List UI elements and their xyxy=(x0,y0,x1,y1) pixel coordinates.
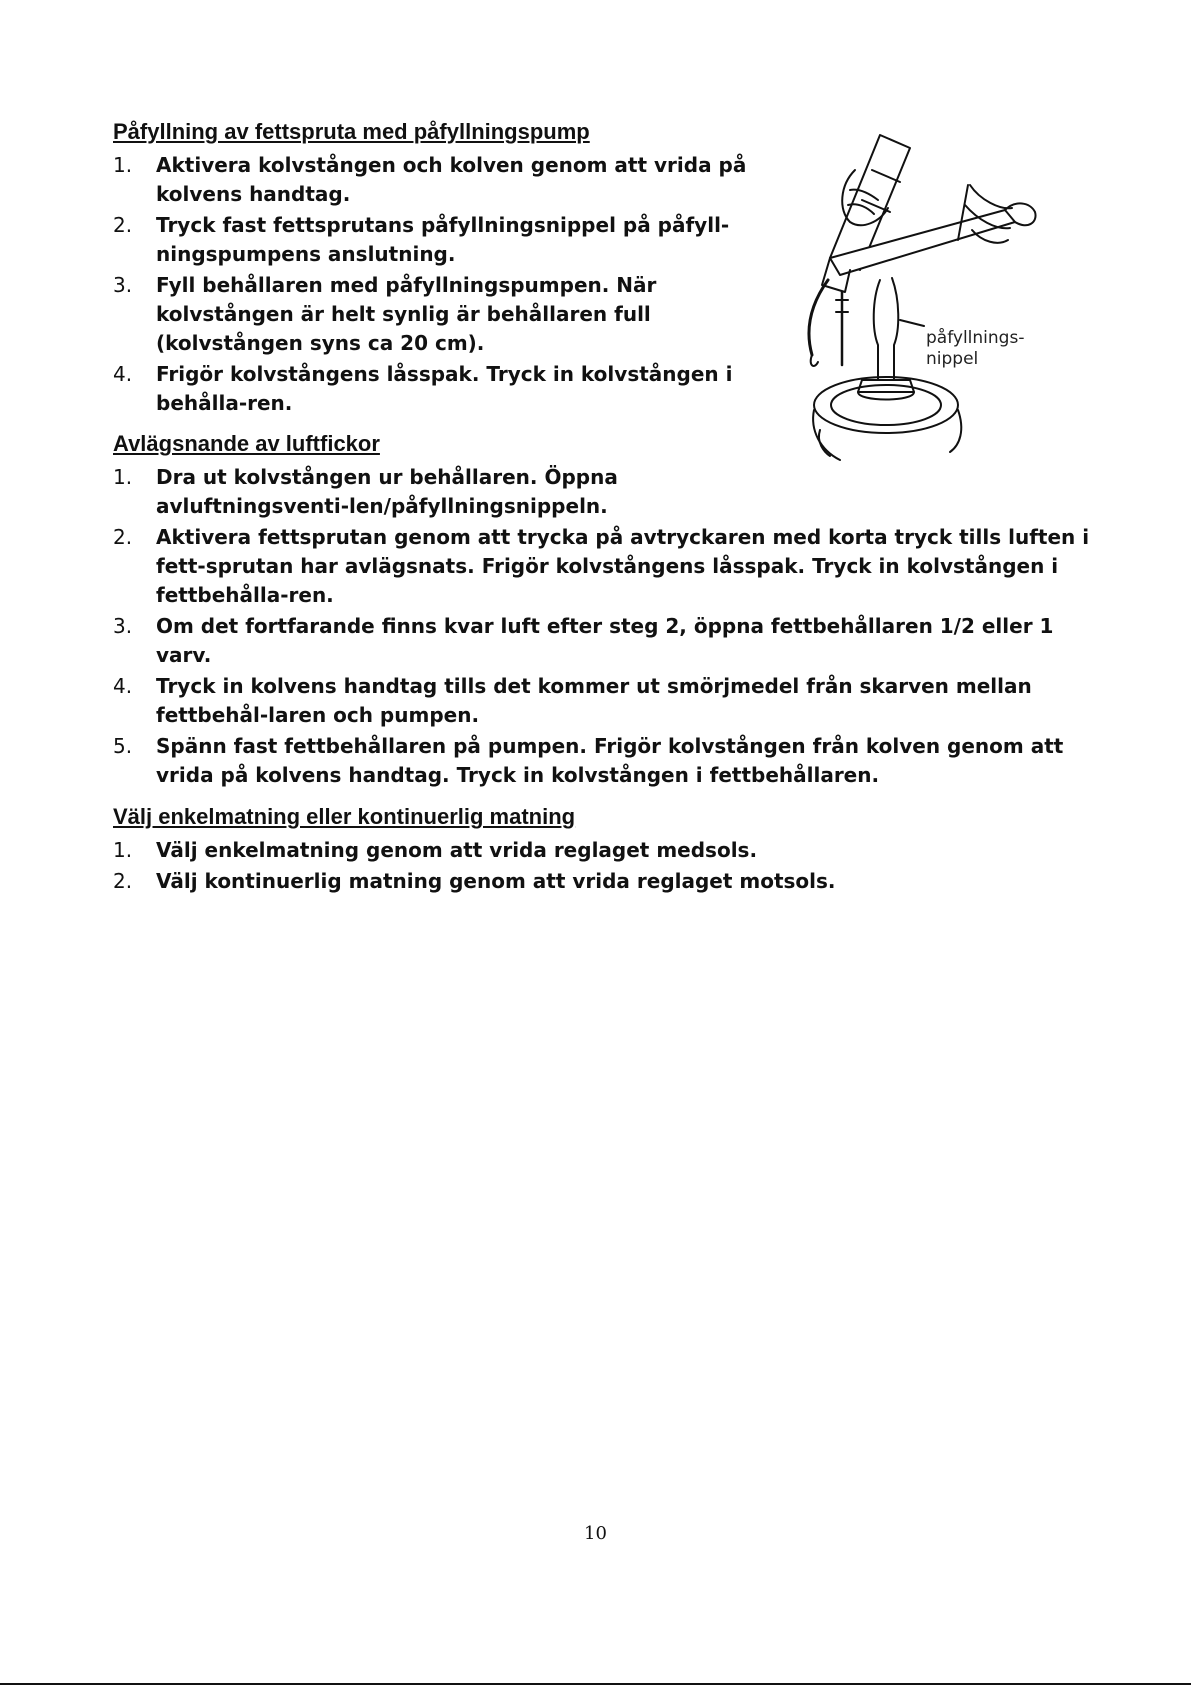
section-heading: Välj enkelmatning eller kontinuerlig matning xyxy=(113,804,576,829)
section-filling xyxy=(113,119,793,420)
list-item: 4. Frigör kolvstångens låsspak. Tryck in kolvstången i behålla-ren. xyxy=(113,362,733,415)
step-list xyxy=(113,151,793,418)
list-item: 3. Om det fortfarande finns kvar luft efter steg 2, öppna fettbehållaren 1/2 eller 1 varv. xyxy=(113,614,1054,667)
list-item: 5. Spänn fast fettbehållaren på pumpen. Frigör kolvstången från kolven genom att vrida på kolvens handtag. Tryck in kolvstången i fettbehållaren. xyxy=(113,734,1064,787)
list-item: 4. Tryck in kolvens handtag tills det kommer ut smörjmedel från skarven mellan fettbehål-laren och pumpen. xyxy=(113,674,1032,727)
list-item: 1. Dra ut kolvstången ur behållaren. Öppna avluftningsventi-len/påfyllningsnippeln. xyxy=(113,465,618,518)
list-item: 1. Välj enkelmatning genom att vrida reglaget medsols. xyxy=(113,838,758,862)
list-item: 2. Aktivera fettsprutan genom att trycka på avtryckaren med korta tryck tills luften i fett-sprutan har avlägsnats. Frigör kolvstångens låsspak. Tryck in kolvstången i fettbehålla-ren. xyxy=(113,525,1090,607)
section-feed-mode xyxy=(113,804,873,898)
list-item: 3. Fyll behållaren med påfyllningspumpen. När kolvstången är helt synlig är behållaren full (kolvstången syns ca 20 cm). xyxy=(113,273,657,355)
section-air-pockets xyxy=(113,431,1093,792)
list-item: 1. Aktivera kolvstången och kolven genom att vrida på kolvens handtag. xyxy=(113,153,747,206)
grease-gun-illustration xyxy=(800,130,1060,480)
list-item: 2. Välj kontinuerlig matning genom att vrida reglaget motsols. xyxy=(113,869,836,893)
section-heading: Påfyllning av fettspruta med påfyllningspump xyxy=(113,119,590,144)
step-list xyxy=(113,836,873,896)
list-item: 2. Tryck fast fettsprutans påfyllningsnippel på påfyll-ningspumpens anslutning. xyxy=(113,213,730,266)
section-heading: Avlägsnande av luftfickor xyxy=(113,431,380,456)
page-number: 10 xyxy=(584,1523,607,1544)
figure-label: påfyllnings- nippel xyxy=(926,328,1025,369)
step-list xyxy=(113,463,1093,790)
